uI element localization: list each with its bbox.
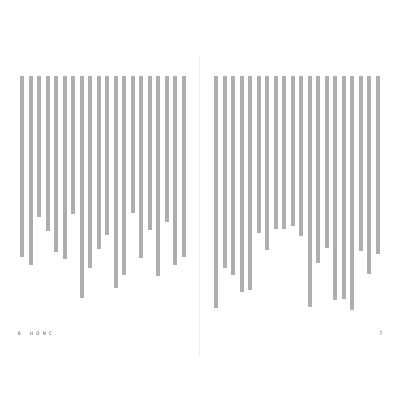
text-line (165, 76, 169, 222)
left-page-number: 6 (18, 331, 21, 336)
text-line (173, 76, 177, 265)
footer-mark: H O N C (30, 331, 53, 336)
text-line (325, 76, 329, 248)
text-line (274, 76, 278, 229)
text-line (291, 76, 295, 226)
text-line (88, 76, 92, 268)
text-line (63, 76, 67, 259)
text-line (299, 76, 303, 236)
text-line (114, 76, 118, 288)
text-line (376, 76, 380, 254)
left-page (8, 56, 198, 356)
text-line (54, 76, 58, 252)
text-line (240, 76, 244, 292)
text-line (316, 76, 320, 263)
text-line (257, 76, 261, 233)
text-line (37, 76, 41, 217)
text-line (214, 76, 218, 308)
page-gutter (199, 56, 200, 356)
text-line (97, 76, 101, 249)
text-line (29, 76, 33, 265)
text-line (265, 76, 269, 250)
text-line (122, 76, 126, 275)
text-line (350, 76, 354, 310)
text-line (231, 76, 235, 275)
text-line (282, 76, 286, 229)
text-line (182, 76, 186, 257)
text-line (342, 76, 346, 299)
text-line (148, 76, 152, 230)
text-line (248, 76, 252, 290)
text-line (46, 76, 50, 231)
text-line (223, 76, 227, 268)
text-line (80, 76, 84, 298)
text-line (308, 76, 312, 307)
text-line (367, 76, 371, 274)
right-page-number: 7 (379, 331, 382, 336)
text-line (139, 76, 143, 258)
right-page (202, 56, 392, 356)
text-line (156, 76, 160, 276)
text-line (333, 76, 337, 300)
text-line (71, 76, 75, 214)
text-line (20, 76, 24, 257)
text-line (131, 76, 135, 213)
text-line (105, 76, 109, 235)
text-line (359, 76, 363, 251)
